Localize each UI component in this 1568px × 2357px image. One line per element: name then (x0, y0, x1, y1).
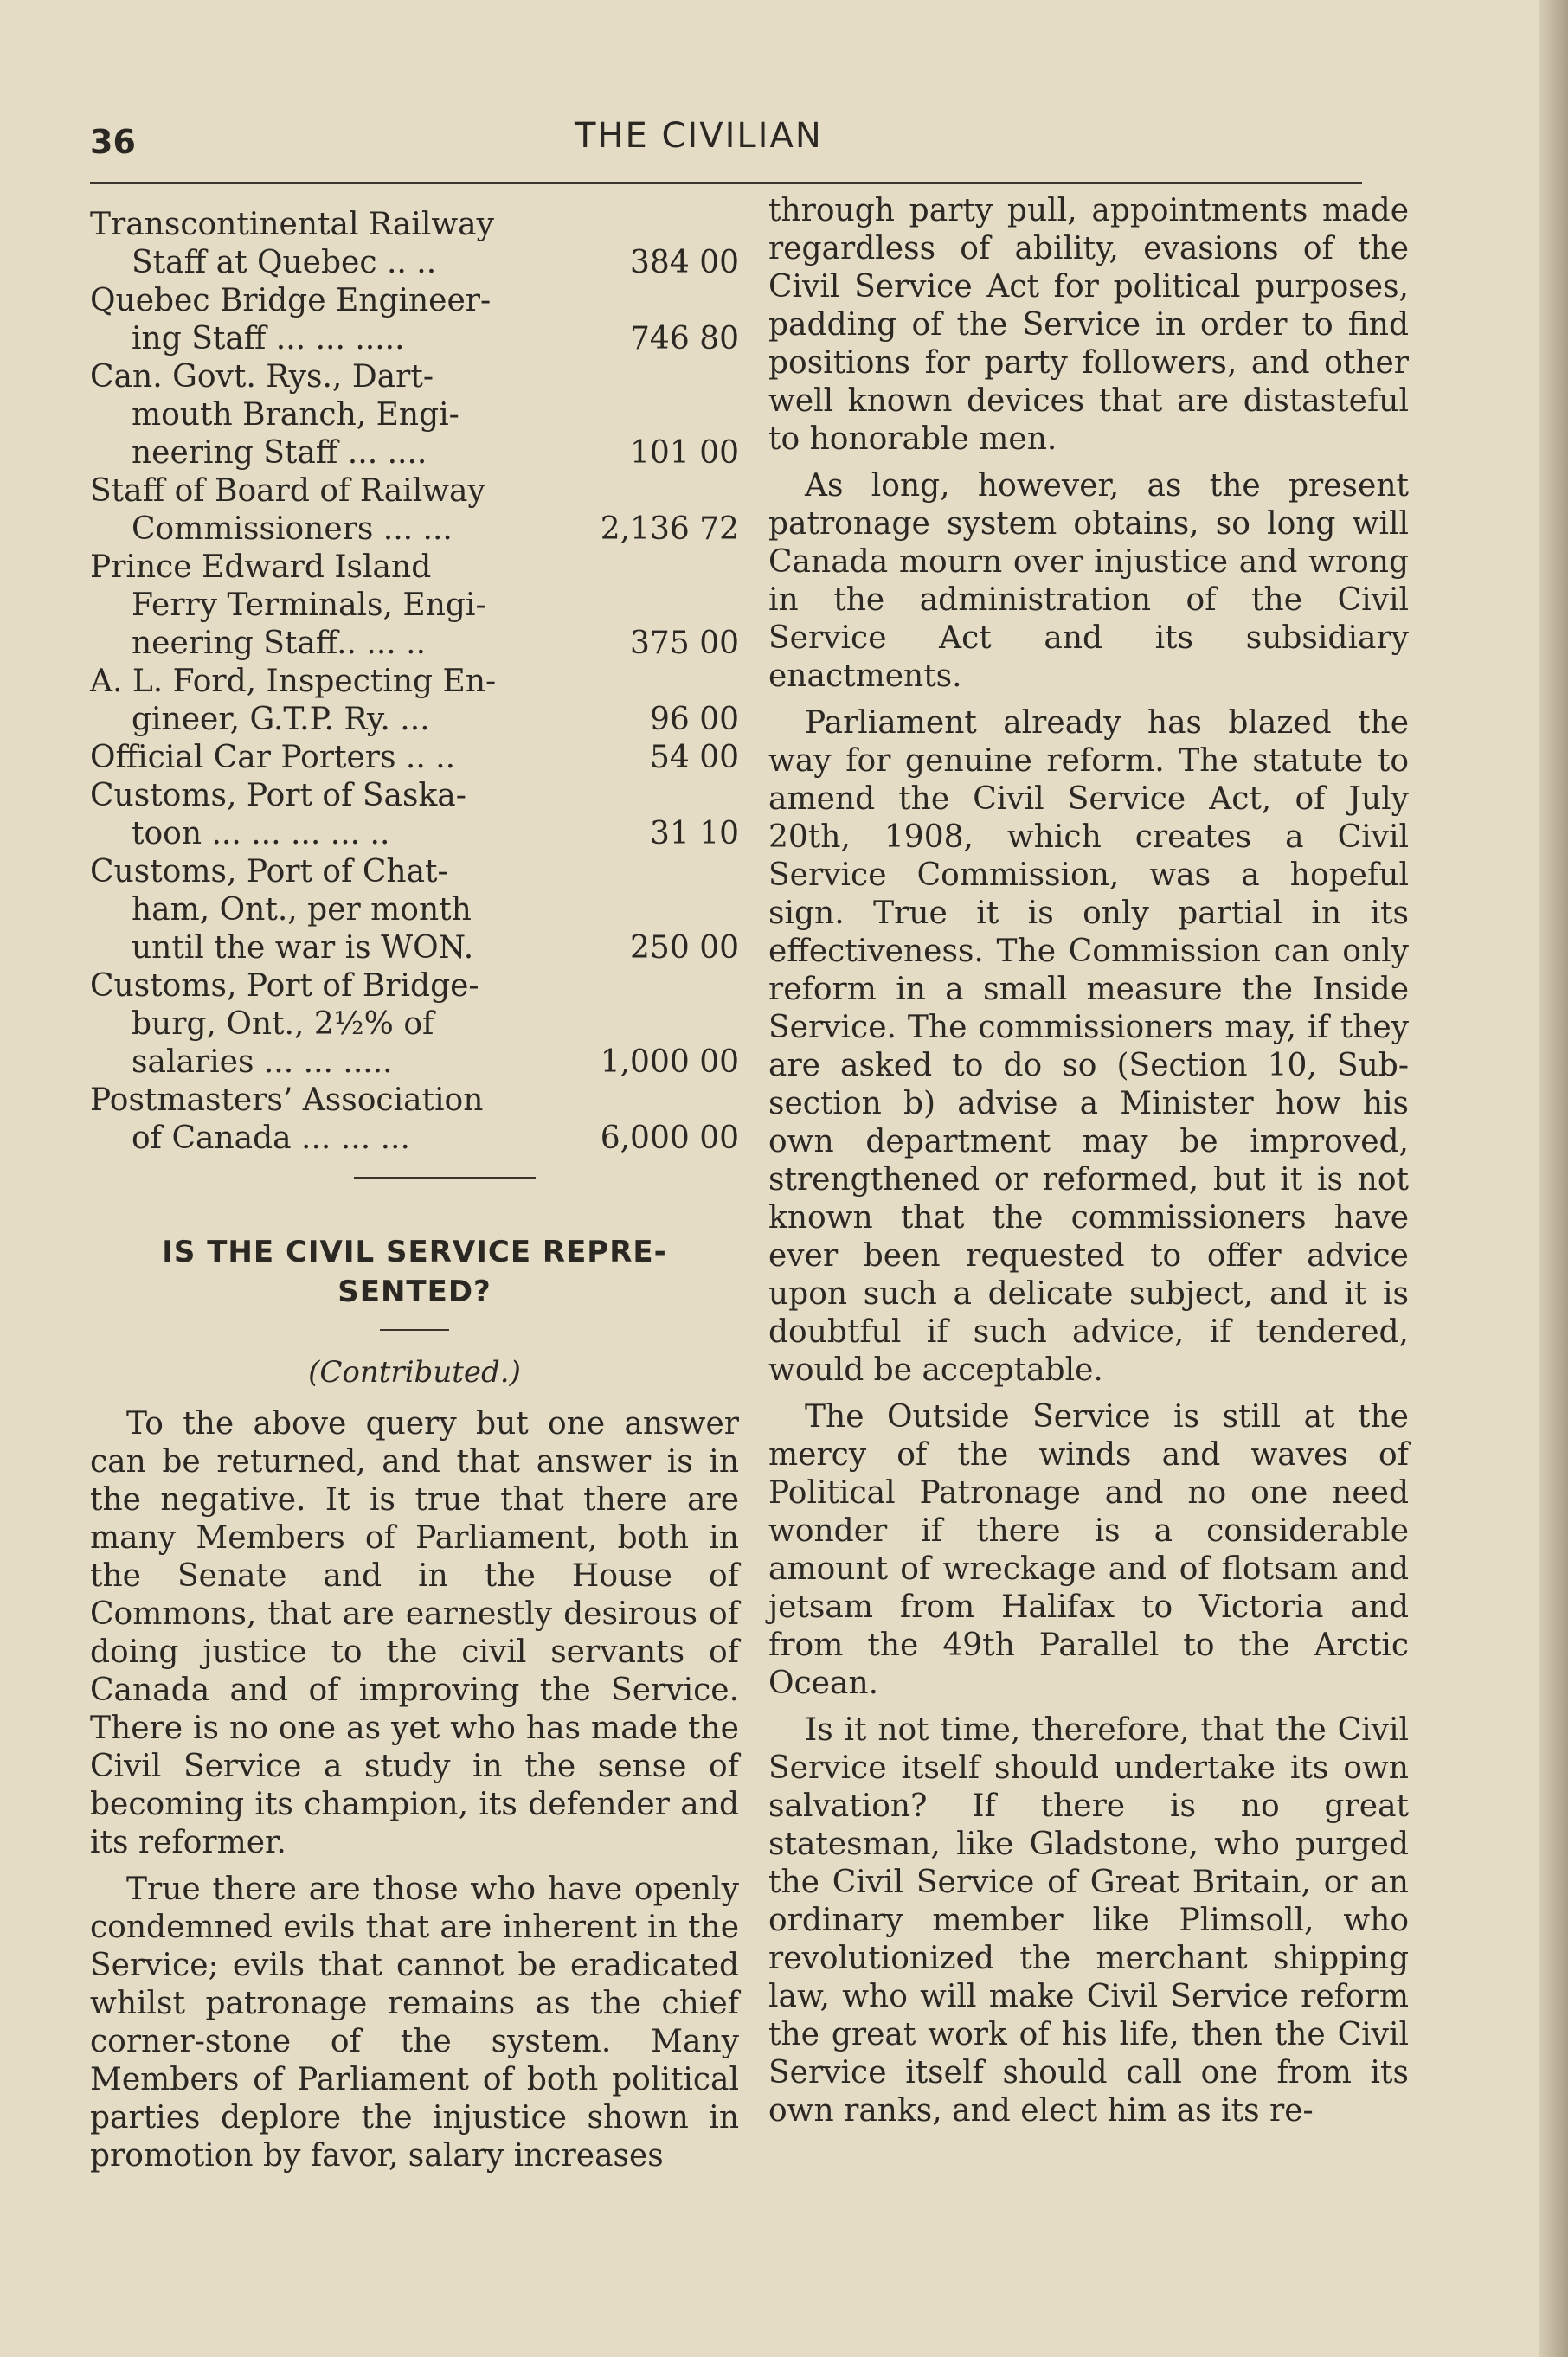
left-paragraph: To the above query but one answer can be returned, and that answer is in the negative. It is true that there are many Members of Parliament, both in the Senate and in the House of Commons, that are earnestly desirous of doing justice to the civil servants of Canada and of improving the Service. There is no one as yet who has made the Civil Service a study in the sense of becoming its champion, its defender and its reformer. (90, 1406, 739, 1860)
payment-label-line: ham, Ont., per month (132, 892, 472, 928)
header-rule (90, 182, 1362, 184)
payment-amount: 31 10 (649, 816, 739, 851)
payment-row (90, 853, 739, 967)
payment-label-line: of Canada ... ... ... (132, 1121, 410, 1156)
right-paragraph: through party pull, appointments made regardless of ability, evasions of the Civil Service Act for political purposes, padding of the Service in order to find positions for party followers, and other well known devices that are distasteful to honorable men. (768, 193, 1409, 457)
payment-label-line: Customs, Port of Saska- (90, 778, 466, 813)
payment-label (90, 663, 553, 739)
payment-row (90, 777, 739, 853)
right-paragraph: The Outside Service is still at the mercy of the winds and waves of Political Patronage and no one need wonder if there is a considerable amount of wreckage and of flotsam and jetsam from Halifax to Victoria and from the 49th Parallel to the Arctic Ocean. (768, 1399, 1409, 1701)
payment-label (90, 358, 553, 472)
payment-label (90, 739, 553, 777)
payment-label-line: Staff at Quebec .. .. (132, 245, 437, 280)
payment-label-line: Official Car Porters .. .. (90, 740, 456, 775)
payment-amount: 384 00 (630, 245, 739, 280)
payment-label-line: A. L. Ford, Inspecting En- (90, 664, 497, 699)
payment-label-line: until the war is WON. (132, 930, 474, 966)
right-paragraph: Parliament already has blazed the way for genuine reform. The statute to amend the Civil Service Act, of July 20th, 1908, which creates a Civil Service Commission, was a hopeful sign. True it is only partial in its effectiveness. The Commission can only reform in a small measure the Inside Service. The commissioners may, if they are asked to do so (Section 10, Sub-section b) advise a Minister how his own department may be improved, strengthened or reformed, but it is not known that the commissioners have ever been requested to offer advice upon such a delicate subject, and it is doubtful if such advice, if tendered, would be acceptable. (768, 705, 1409, 1388)
payment-label-line: Ferry Terminals, Engi- (132, 588, 486, 623)
payment-label-line: Customs, Port of Bridge- (90, 968, 479, 1004)
payment-label (90, 967, 553, 1082)
payment-label-line: Commissioners ... ... (132, 511, 453, 547)
page-number: 36 (90, 123, 136, 161)
payment-label-line: Customs, Port of Chat- (90, 854, 448, 889)
payment-label-line: Transcontinental Railway (90, 207, 494, 242)
right-paragraph: As long, however, as the present patronage system obtains, so long will Canada mourn over injustice and wrong in the administration of the Civil Service Act and its subsidiary enactments. (768, 468, 1409, 694)
right-column (768, 192, 1409, 2139)
payment-label (90, 472, 553, 549)
payment-row (90, 206, 739, 282)
payment-label-line: neering Staff ... .... (132, 435, 427, 471)
payment-label-line: salaries ... ... ..... (132, 1044, 393, 1080)
payments-table (90, 206, 739, 1158)
payment-amount: 2,136 72 (600, 511, 739, 547)
payment-row (90, 282, 739, 358)
payment-label (90, 549, 553, 663)
payment-amount: 101 00 (630, 435, 739, 471)
payment-label (90, 282, 553, 358)
payment-label-line: burg, Ont., 2½% of (132, 1006, 434, 1042)
payment-label (90, 206, 553, 282)
payment-amount: 54 00 (649, 740, 739, 775)
payment-amount: 250 00 (630, 930, 739, 966)
payment-amount: 6,000 00 (600, 1121, 739, 1156)
payment-row (90, 663, 739, 739)
article-heading-text: IS THE CIVIL SERVICE REPRE- SENTED? (162, 1235, 667, 1309)
payment-label-line: gineer, G.T.P. Ry. ... (132, 702, 430, 737)
table-end-rule (354, 1177, 536, 1178)
article-heading (90, 1232, 739, 1312)
payment-row (90, 358, 739, 472)
payment-label-line: Staff of Board of Railway (90, 473, 485, 509)
payment-label-line: ing Staff ... ... ..... (132, 321, 405, 356)
payment-row (90, 1082, 739, 1158)
heading-rule (380, 1329, 449, 1331)
payment-amount: 746 80 (630, 321, 739, 356)
payment-row (90, 549, 739, 663)
right-paragraph: Is it not time, therefore, that the Civil Service itself should undertake its own salvation? If there is no great statesman, like Gladstone, who purged the Civil Service of Great Britain, or an ordinary member like Plimsoll, who revolutionized the merchant shipping law, who will make Civil Service reform the great work of his life, then the Civil Service itself should call one from its own ranks, and elect him as its re- (768, 1712, 1409, 2129)
payment-label-line: Prince Edward Island (90, 549, 432, 585)
payment-amount: 375 00 (630, 626, 739, 661)
running-title: THE CIVILIAN (575, 116, 823, 156)
payment-label-line: toon ... ... ... ... .. (132, 816, 390, 851)
article-byline: (Contributed.) (308, 1355, 521, 1390)
page-edge (1539, 0, 1568, 2357)
payment-label (90, 777, 553, 853)
payment-row (90, 739, 739, 777)
payment-amount: 1,000 00 (600, 1044, 739, 1080)
left-column (90, 206, 739, 2184)
payment-row (90, 967, 739, 1082)
payment-label-line: Postmasters’ Association (90, 1082, 484, 1118)
payment-amount: 96 00 (649, 702, 739, 737)
payment-label-line: Quebec Bridge Engineer- (90, 283, 492, 318)
payment-label-line: mouth Branch, Engi- (132, 397, 459, 433)
payment-label (90, 1082, 553, 1158)
payment-label-line: neering Staff.. ... .. (132, 626, 427, 661)
payment-label (90, 853, 553, 967)
left-paragraph: True there are those who have openly condemned evils that are inherent in the Service; evils that cannot be eradicated whilst patronage remains as the chief corner-stone of the system. Many Members of Parliament of both political parties deplore the injustice shown in promotion by favor, salary increases (90, 1872, 739, 2174)
payment-row (90, 472, 739, 549)
payment-label-line: Can. Govt. Rys., Dart- (90, 359, 434, 395)
page-header (90, 111, 1362, 163)
